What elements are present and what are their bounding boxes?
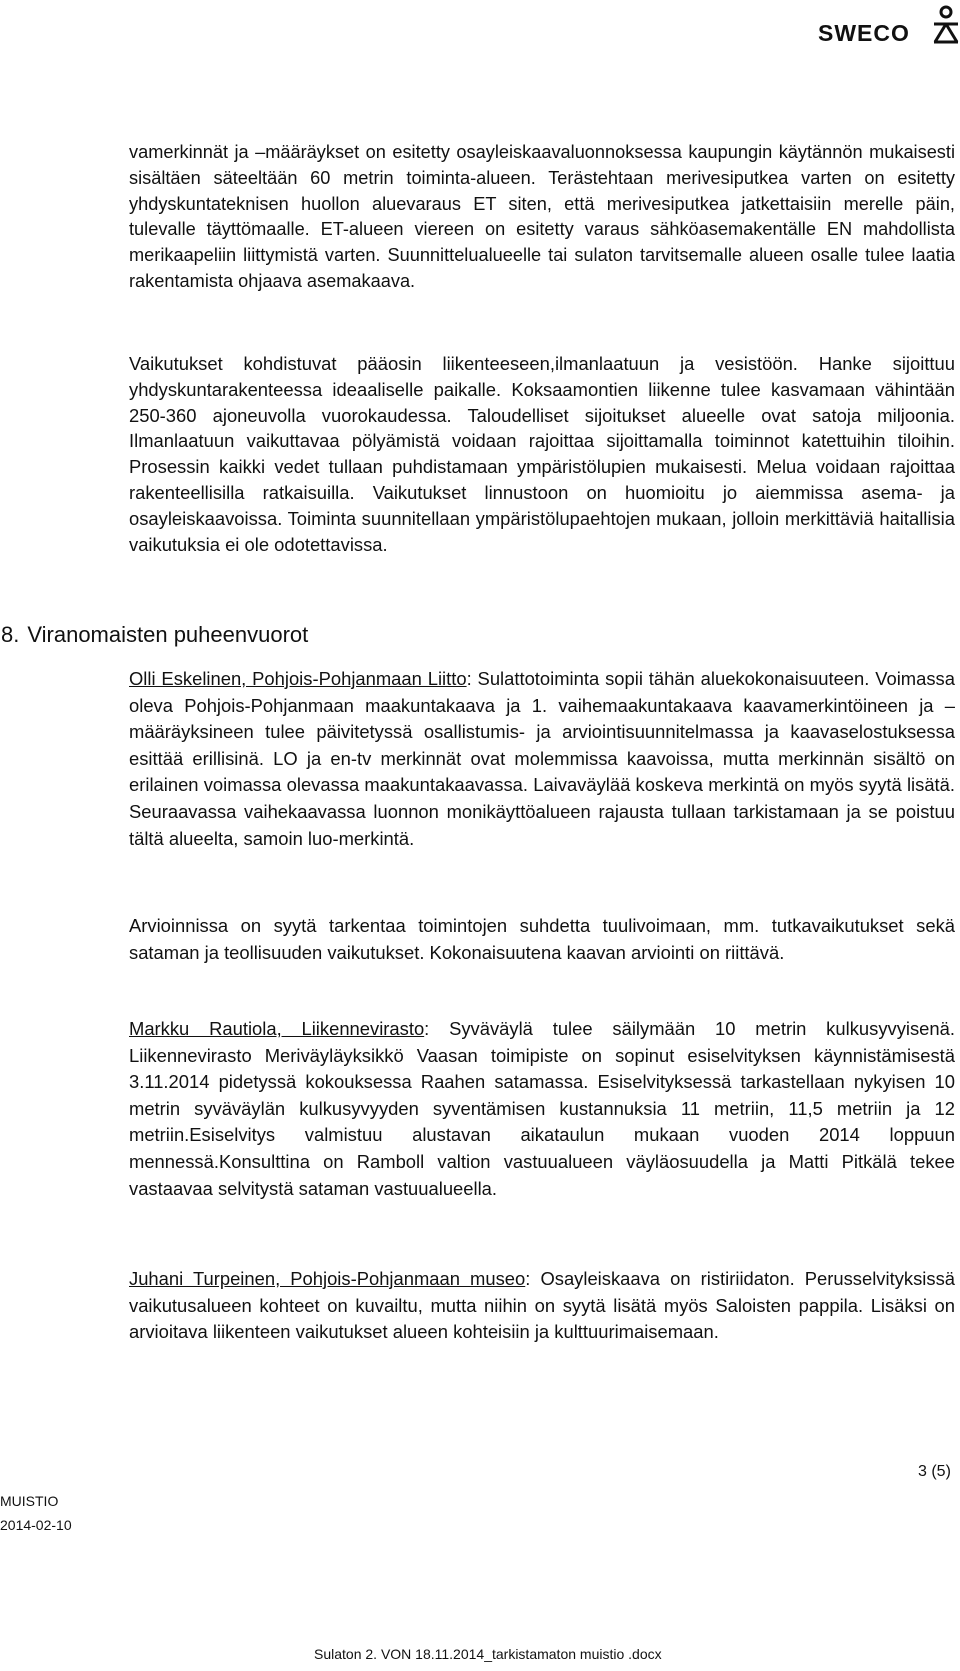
body-paragraph-2: Vaikutukset kohdistuvat pääosin liikenteeseen,ilmanlaatuun ja vesistöön. Hanke sijoittuu yhdyskuntarakenteessa ideaaliselle paikalle. Koksaamontien liikenne tulee kasvamaan vähintään 250-360 ajoneuvolla vuorokaudessa. Taloudelliset sijoitukset alueelle ovat satoja miljoonia. Ilmanlaatuun vaikuttavaa pölyämistä voidaan rajoittaa sijoittamalla toiminnot katettuihin tiloihin. Prosessin kaikki vedet tullaan puhdistamaan ympäristölupien mukaisesti. Melua voidaan rajoittaa rakenteellisilla ratkaisuilla. Vaikutukset linnustoon on huomioitu jo aiemmissa asema- ja osayleiskaavoissa. Toiminta suunnitellaan ympäristölupaehtojen mukaan, jolloin merkittäviä haitallisia vaikutuksia ei ole odotettavissa. [129, 353, 955, 555]
document-type: MUISTIO [0, 1493, 59, 1509]
section-heading [1, 622, 316, 648]
section-title: Viranomaisten puheenvuorot [27, 622, 309, 647]
section-number: 8. [1, 622, 20, 647]
sweco-logo [818, 4, 958, 50]
statement-paragraph-3 [129, 1016, 955, 1202]
speaker-name: Juhani Turpeinen, Pohjois-Pohjanmaan museo [129, 1268, 526, 1289]
page-number: 3 (5) [918, 1463, 951, 1480]
sweco-logo-icon [931, 4, 960, 50]
statement-text: : Syväväylä tulee säilymään 10 metrin kulkusyvyisenä. Liikennevirasto Meriväyläyksikkö Vaasan toimipiste on sopinut esiselvityksen käynnistämisestä 3.11.2014 pidetyssä kokouksessa Raahen satamassa. Esiselvityksessä tarkastellaan nykyisen 10 metrin syväväylän kulkusyvyyden syventämisen kustannuksia 11 metriin, 11,5 metriin ja 12 metriin.Esiselvitys valmistuu alustavan aikataulun mukaan vuoden 2014 loppuun mennessä.Konsulttina on Ramboll valtion vastuualueen väyläosuudella ja Matti Pitkälä tekee vastaavaa selvitystä sataman vastuualueella. [129, 1018, 955, 1199]
statement-paragraph-1 [129, 666, 955, 852]
body-paragraph-1: vamerkinnät ja –määräykset on esitetty osayleiskaavaluonnoksessa kaupungin käytännön mukaisesti sisältäen säteeltään 60 metrin toiminta-alueen. Terästehtaan merivesiputkea varten on esitetty yhdyskuntateknisen huollon aluevaraus ET siten, että merivesiputkea jatkettaisiin merelle päin, tulevalle täyttömaalle. ET-alueen viereen on esitetty varaus sähköasemakentälle EN mahdollista merikaapeliin liittymistä varten. Suunnittelualueelle tai sulaton tarvitsemalle alueen osalle tulee laatia rakentamista ohjaava asemakaava. [129, 142, 955, 291]
footer-filename: Sulaton 2. VON 18.11.2014_tarkistamaton muistio .docx [314, 1646, 662, 1662]
speaker-name: Markku Rautiola, Liikennevirasto [129, 1018, 425, 1039]
statement-paragraph-2: Arvioinnissa on syytä tarkentaa toimintojen suhdetta tuulivoimaan, mm. tutkavaikutukset sekä sataman ja teollisuuden vaikutukset. Kokonaisuutena kaavan arviointi on riittävä. [129, 915, 955, 963]
statement-paragraph-4 [129, 1266, 955, 1346]
logo-text: SWECO [818, 20, 910, 46]
document-date: 2014-02-10 [0, 1517, 72, 1533]
statement-text: : Osayleiskaava on ristiriidaton. Perusselvityksissä vaikutusalueen kohteet on kuvailtu, mutta niihin on syytä lisätä myös Saloisten pappila. Lisäksi on arvioitava liikenteen vaikutukset alueen kohteisiin ja kulttuurimaisemaan. [129, 1268, 955, 1343]
statement-text: : Sulattotoiminta sopii tähän aluekokonaisuuteen. Voimassa oleva Pohjois-Pohjanmaan maakuntakaava ja 1. vaihemaakuntakaava kaavamerkintöineen ja –määräyksineen tulee päivitetyssä osallistumis- ja arviointisuunnitelmassa ja kaavaselostuksessa esittää erillisinä. LO ja en-tv merkinnät ovat molemmissa kaavoissa, mutta merkinnän sisältö on erilainen voimassa olevassa maakuntakaavassa. Laivaväylää koskeva merkintä on myös syytä lisätä. Seuraavassa vaihekaavassa luonnon monikäyttöalueen rajausta tullaan tarkistamaan ja se poistuu tältä alueelta, samoin luo-merkintä. [129, 668, 955, 849]
speaker-name: Olli Eskelinen, Pohjois-Pohjanmaan Liitto [129, 668, 467, 689]
